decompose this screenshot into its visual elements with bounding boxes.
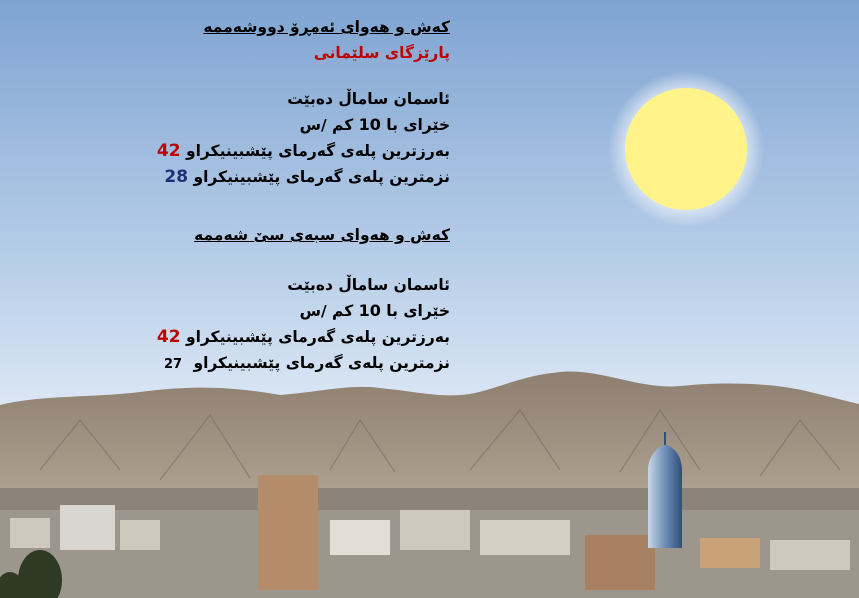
region-name: پارێزگای سلێمانی <box>313 44 450 62</box>
city-buildings <box>0 505 859 598</box>
mid-building <box>585 535 655 590</box>
wind-value: 10 <box>358 301 381 320</box>
glass-tower <box>648 445 682 548</box>
tomorrow-sky: ئاسمان ساماڵ دەبێت <box>287 276 450 294</box>
high-label: بەرزترین پلەی گەرمای پێشبینیکراو <box>185 328 450 346</box>
low-label: نزمترین پلەی گەرمای پێشبینیکراو <box>193 354 450 372</box>
today-low <box>160 164 450 190</box>
low-value: 28 <box>164 167 189 187</box>
wind-label: خێرای با <box>386 302 450 320</box>
today-title: کەش و هەوای ئەمڕۆ دووشەممە <box>203 18 450 36</box>
low-value: 27 <box>163 357 183 372</box>
wind-unit: کم /س <box>299 116 354 134</box>
today-sky: ئاسمان ساماڵ دەبێت <box>287 90 450 108</box>
wind-unit: کم /س <box>299 302 354 320</box>
tomorrow-low <box>160 350 450 376</box>
sun-icon <box>625 88 747 210</box>
tomorrow-title: کەش و هەوای سبەی سێ شەممە <box>194 226 450 244</box>
high-label: بەرزترین پلەی گەرمای پێشبینیکراو <box>185 142 450 160</box>
high-value: 42 <box>156 141 181 161</box>
today-high <box>156 138 450 164</box>
today-forecast <box>156 14 450 190</box>
today-wind <box>160 112 450 138</box>
tomorrow-high <box>156 324 450 350</box>
low-label: نزمترین پلەی گەرمای پێشبینیکراو <box>193 168 450 186</box>
tomorrow-forecast <box>156 222 450 376</box>
wind-value: 10 <box>358 115 381 134</box>
tall-building <box>258 475 318 590</box>
high-value: 42 <box>156 327 181 347</box>
tomorrow-wind <box>160 298 450 324</box>
wind-label: خێرای با <box>386 116 450 134</box>
